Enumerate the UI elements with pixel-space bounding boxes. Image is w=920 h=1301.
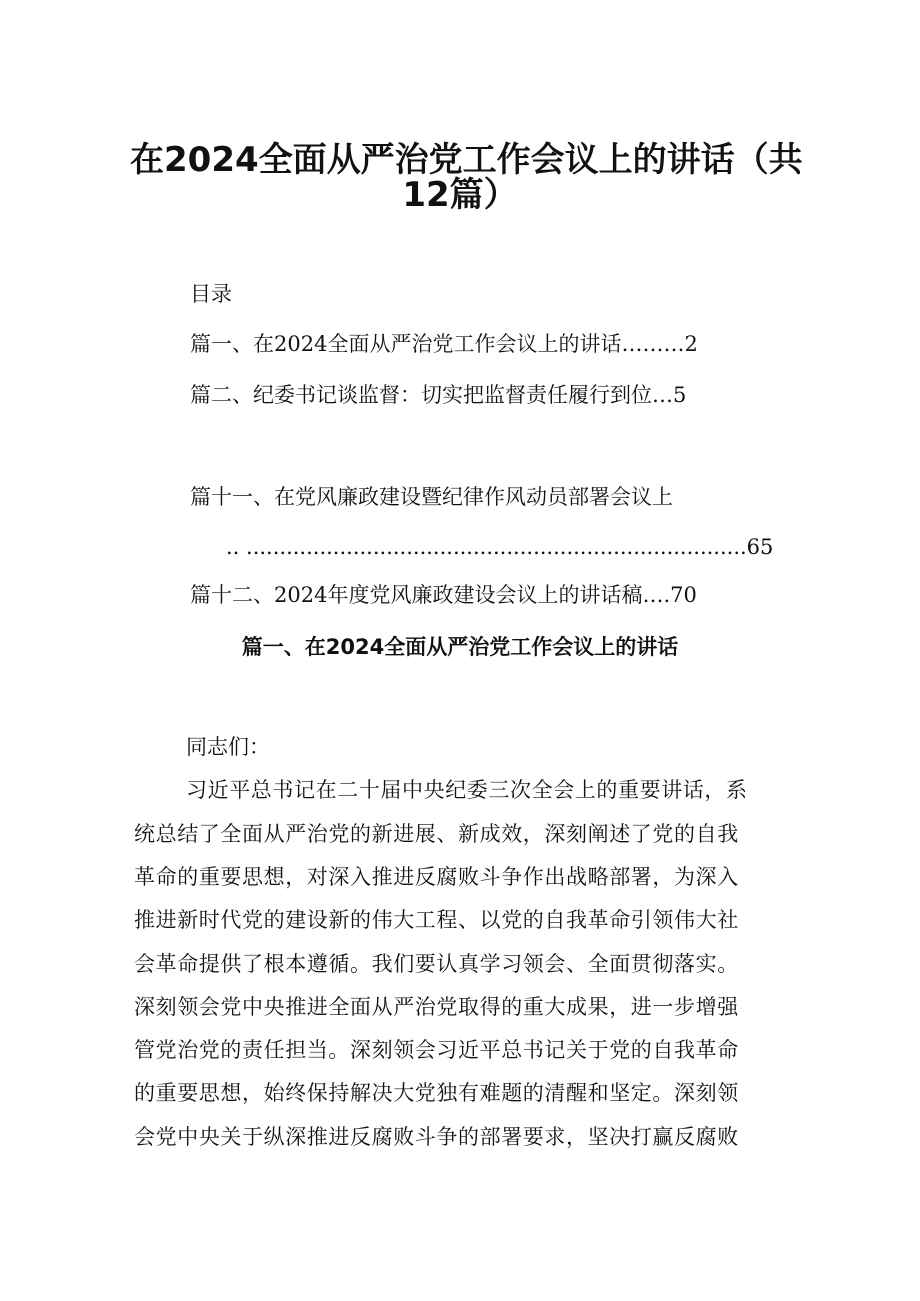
document-title-line-1: 在2024全面从严治党工作会议上的讲话（共 bbox=[130, 140, 803, 180]
body-line: 统总结了全面从严治党的新进展、新成效，深刻阐述了党的自我 bbox=[134, 822, 739, 846]
body-line: 革命的重要思想，对深入推进反腐败斗争作出战略部署，为深入 bbox=[134, 865, 739, 889]
body-line: 习近平总书记在二十届中央纪委三次全会上的重要讲话，系 bbox=[186, 778, 748, 802]
body-line: 会党中央关于纵深推进反腐败斗争的部署要求，坚决打赢反腐败 bbox=[134, 1125, 739, 1149]
toc-item[interactable]: 篇一、在2024全面从严治党工作会议上的讲话………2 bbox=[190, 332, 698, 356]
toc-item[interactable]: 篇二、纪委书记谈监督：切实把监督责任履行到位…5 bbox=[190, 383, 687, 407]
section-heading: 篇一、在2024全面从严治党工作会议上的讲话 bbox=[241, 635, 679, 659]
toc-label: 目录 bbox=[190, 282, 232, 306]
toc-item[interactable]: 篇十一、在党风廉政建设暨纪律作风动员部署会议上 bbox=[190, 485, 673, 509]
document-title-line-2: 12篇） bbox=[402, 175, 518, 215]
body-line: 深刻领会党中央推进全面从严治党取得的重大成果，进一步增强 bbox=[134, 995, 739, 1019]
body-line: 会革命提供了根本遵循。我们要认真学习领会、全面贯彻落实。 bbox=[134, 952, 739, 976]
toc-item-leader[interactable]: .. ...........................................................................65 bbox=[226, 535, 774, 559]
body-line: 推进新时代党的建设新的伟大工程、以党的自我革命引领伟大社 bbox=[134, 908, 739, 932]
toc-item[interactable]: 篇十二、2024年度党风廉政建设会议上的讲话稿….70 bbox=[190, 583, 697, 607]
greeting: 同志们： bbox=[186, 735, 270, 759]
body-line: 的重要思想，始终保持解决大党独有难题的清醒和坚定。深刻领 bbox=[134, 1081, 739, 1105]
body-line: 管党治党的责任担当。深刻领会习近平总书记关于党的自我革命 bbox=[134, 1038, 739, 1062]
